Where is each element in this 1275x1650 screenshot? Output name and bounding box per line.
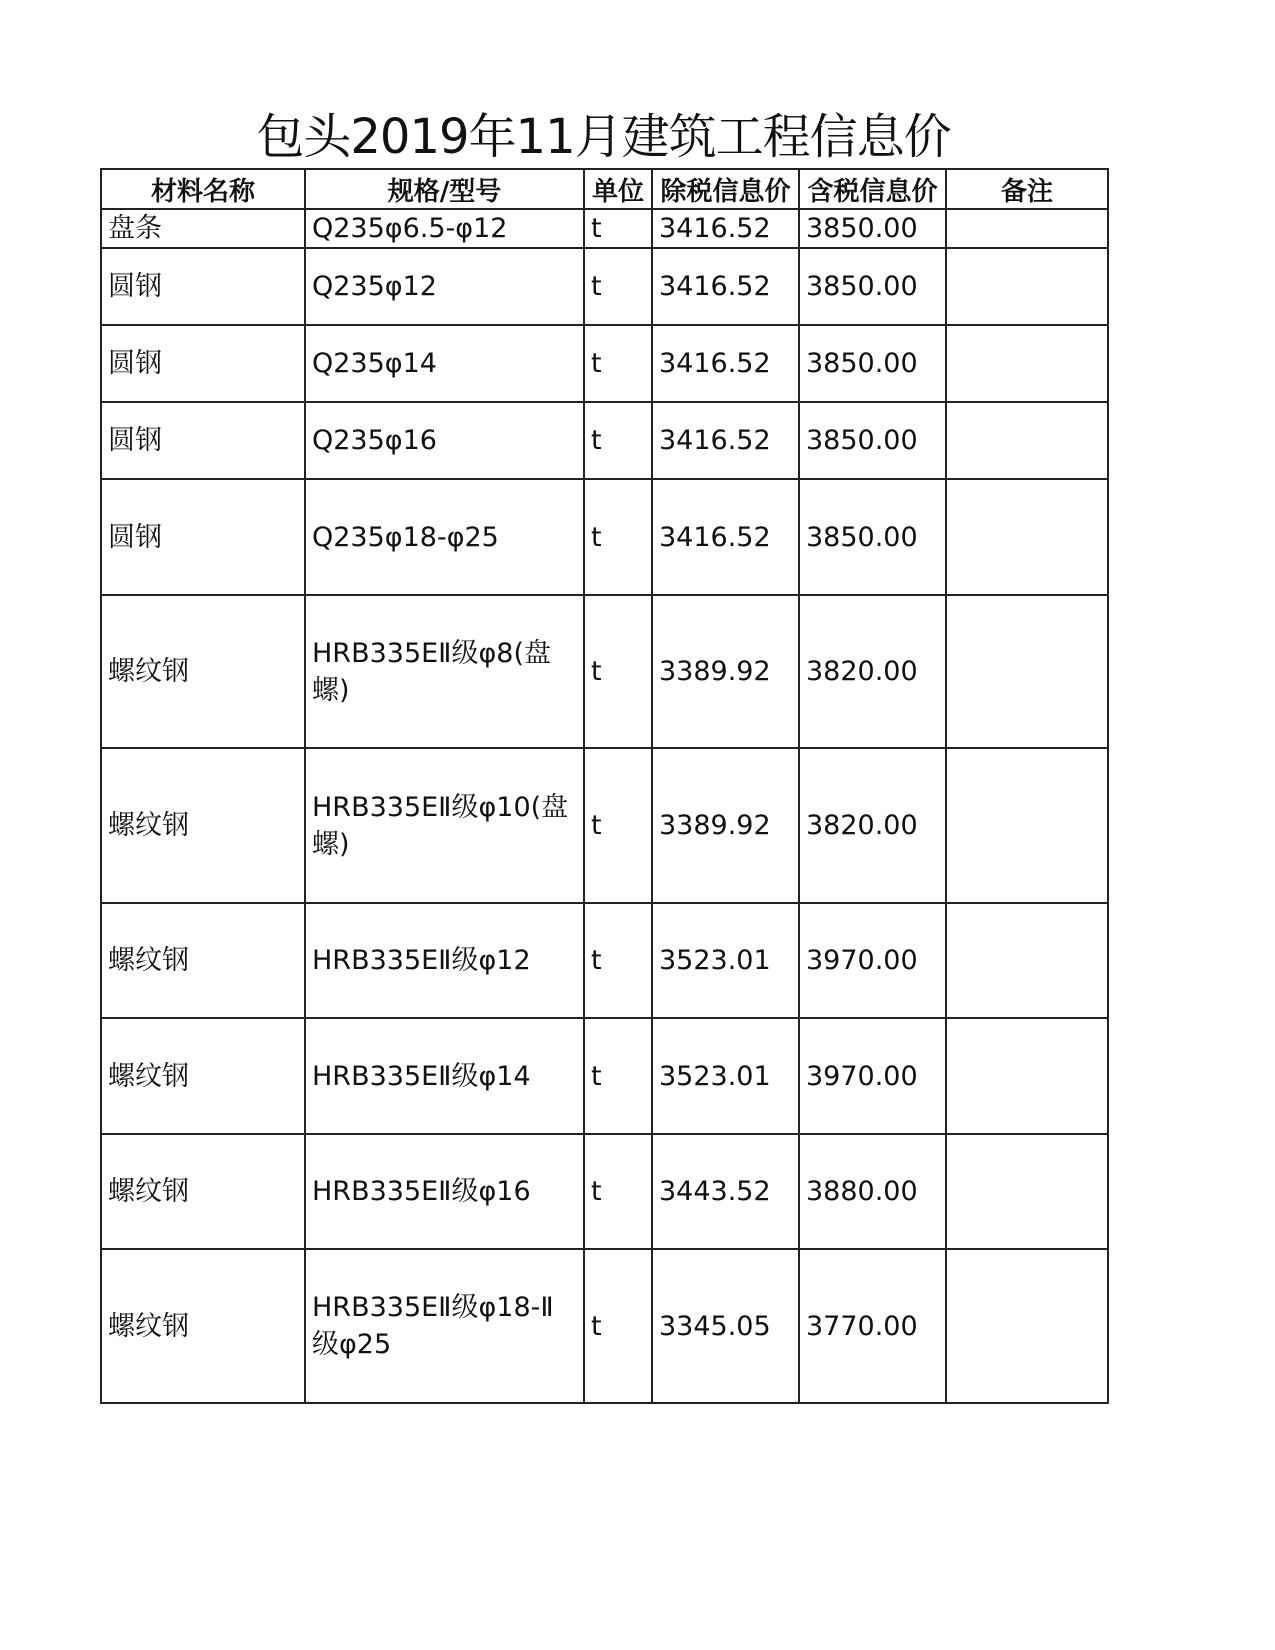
- cell-unit: t: [584, 402, 652, 479]
- cell-material-name: 螺纹钢: [101, 1249, 305, 1403]
- table-row: [101, 402, 1108, 479]
- table-header-row: [101, 169, 1108, 209]
- table-row: [101, 595, 1108, 748]
- cell-note: [946, 1134, 1108, 1249]
- cell-spec: Q235φ6.5-φ12: [305, 209, 584, 248]
- cell-price-inc-tax: 3850.00: [799, 479, 946, 595]
- cell-material-name: 盘条: [101, 209, 305, 248]
- header-price-inc-tax: 含税信息价: [799, 169, 946, 209]
- price-table: [100, 168, 1109, 1404]
- cell-material-name: 圆钢: [101, 479, 305, 595]
- cell-price-ex-tax: 3416.52: [652, 248, 799, 325]
- table-row: [101, 748, 1108, 903]
- header-note: 备注: [946, 169, 1108, 209]
- cell-spec: HRB335EⅡ级φ12: [305, 903, 584, 1018]
- cell-spec: Q235φ16: [305, 402, 584, 479]
- table-row: [101, 248, 1108, 325]
- cell-spec: Q235φ12: [305, 248, 584, 325]
- cell-note: [946, 903, 1108, 1018]
- cell-price-ex-tax: 3389.92: [652, 595, 799, 748]
- cell-price-inc-tax: 3970.00: [799, 1018, 946, 1134]
- header-spec: 规格/型号: [305, 169, 584, 209]
- table-row: [101, 325, 1108, 402]
- cell-price-ex-tax: 3443.52: [652, 1134, 799, 1249]
- table-row: [101, 1134, 1108, 1249]
- cell-price-inc-tax: 3970.00: [799, 903, 946, 1018]
- page-title: 包头2019年11月建筑工程信息价: [256, 109, 951, 165]
- cell-price-inc-tax: 3850.00: [799, 209, 946, 248]
- cell-spec: HRB335EⅡ级φ14: [305, 1018, 584, 1134]
- cell-price-ex-tax: 3523.01: [652, 1018, 799, 1134]
- cell-spec: Q235φ18-φ25: [305, 479, 584, 595]
- cell-spec: HRB335EⅡ级φ16: [305, 1134, 584, 1249]
- cell-price-inc-tax: 3770.00: [799, 1249, 946, 1403]
- cell-material-name: 圆钢: [101, 402, 305, 479]
- cell-price-ex-tax: 3523.01: [652, 903, 799, 1018]
- cell-unit: t: [584, 1018, 652, 1134]
- cell-note: [946, 1249, 1108, 1403]
- table-row: [101, 479, 1108, 595]
- table-row: [101, 903, 1108, 1018]
- cell-price-ex-tax: 3416.52: [652, 209, 799, 248]
- cell-material-name: 螺纹钢: [101, 903, 305, 1018]
- cell-note: [946, 209, 1108, 248]
- cell-material-name: 螺纹钢: [101, 1134, 305, 1249]
- cell-price-ex-tax: 3416.52: [652, 325, 799, 402]
- cell-price-inc-tax: 3880.00: [799, 1134, 946, 1249]
- cell-note: [946, 595, 1108, 748]
- cell-material-name: 螺纹钢: [101, 1018, 305, 1134]
- cell-price-inc-tax: 3850.00: [799, 325, 946, 402]
- header-unit: 单位: [584, 169, 652, 209]
- cell-material-name: 圆钢: [101, 325, 305, 402]
- header-price-ex-tax: 除税信息价: [652, 169, 799, 209]
- cell-price-ex-tax: 3416.52: [652, 479, 799, 595]
- cell-material-name: 圆钢: [101, 248, 305, 325]
- cell-note: [946, 248, 1108, 325]
- table-row: [101, 209, 1108, 248]
- cell-material-name: 螺纹钢: [101, 595, 305, 748]
- cell-price-ex-tax: 3389.92: [652, 748, 799, 903]
- cell-note: [946, 402, 1108, 479]
- cell-unit: t: [584, 479, 652, 595]
- table-row: [101, 1018, 1108, 1134]
- cell-price-inc-tax: 3820.00: [799, 595, 946, 748]
- cell-note: [946, 748, 1108, 903]
- cell-price-ex-tax: 3345.05: [652, 1249, 799, 1403]
- cell-unit: t: [584, 595, 652, 748]
- cell-price-inc-tax: 3820.00: [799, 748, 946, 903]
- cell-spec: HRB335EⅡ级φ10(盘螺): [305, 748, 584, 903]
- cell-note: [946, 479, 1108, 595]
- cell-note: [946, 1018, 1108, 1134]
- cell-price-inc-tax: 3850.00: [799, 248, 946, 325]
- header-material-name: 材料名称: [101, 169, 305, 209]
- cell-note: [946, 325, 1108, 402]
- cell-unit: t: [584, 209, 652, 248]
- cell-unit: t: [584, 903, 652, 1018]
- cell-spec: HRB335EⅡ级φ18-Ⅱ级φ25: [305, 1249, 584, 1403]
- table-row: [101, 1249, 1108, 1403]
- cell-price-inc-tax: 3850.00: [799, 402, 946, 479]
- cell-material-name: 螺纹钢: [101, 748, 305, 903]
- cell-unit: t: [584, 1249, 652, 1403]
- cell-price-ex-tax: 3416.52: [652, 402, 799, 479]
- cell-unit: t: [584, 748, 652, 903]
- cell-spec: Q235φ14: [305, 325, 584, 402]
- cell-unit: t: [584, 325, 652, 402]
- cell-unit: t: [584, 248, 652, 325]
- cell-spec: HRB335EⅡ级φ8(盘螺): [305, 595, 584, 748]
- cell-unit: t: [584, 1134, 652, 1249]
